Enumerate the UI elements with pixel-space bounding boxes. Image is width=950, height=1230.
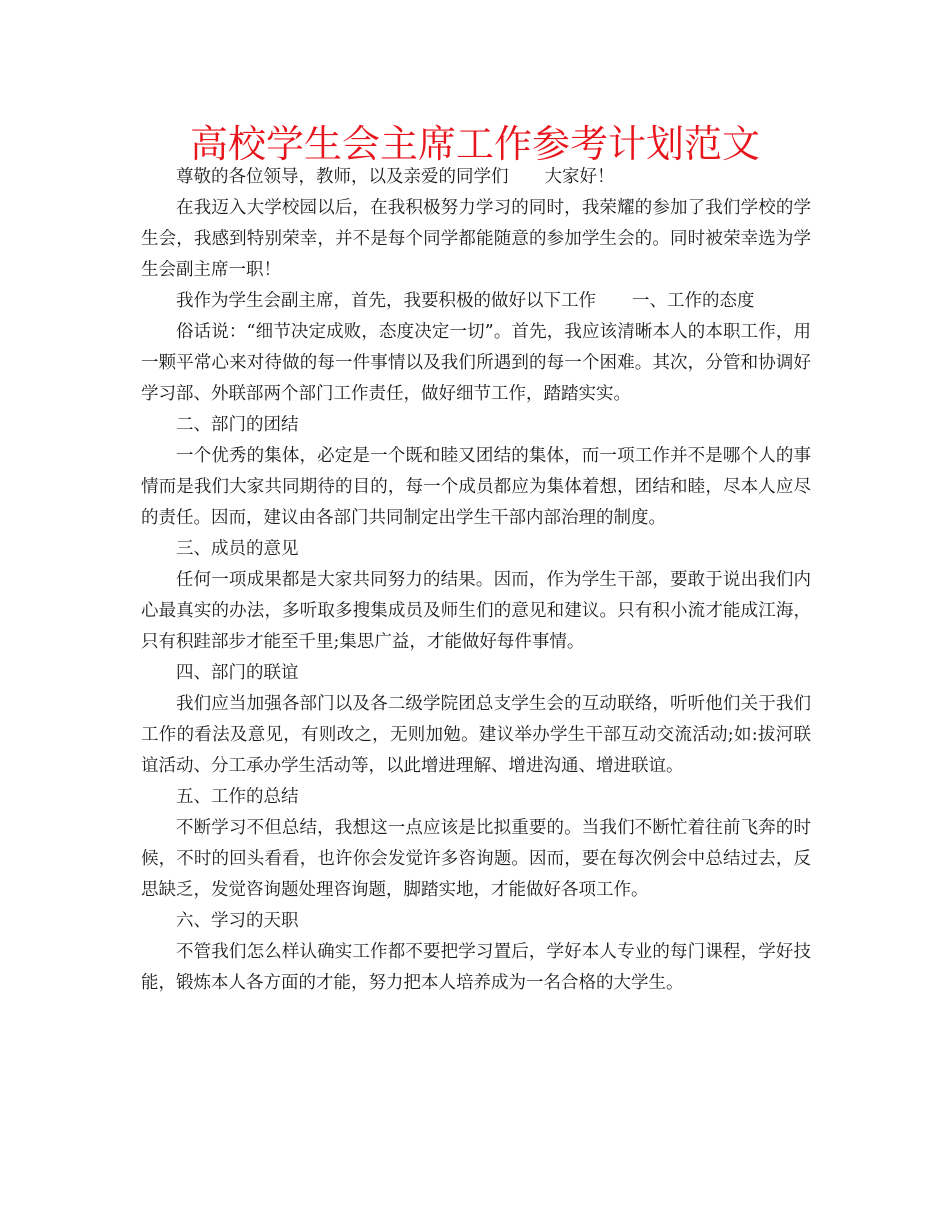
section-heading-3: 三、成员的意见 [176, 539, 299, 559]
document-title: 高校学生会主席工作参考计划范文 [189, 122, 760, 166]
unity-paragraph: 一个优秀的集体，必定是一个既和睦又团结的集体，而一项工作并不是哪个人的事情而是我们大家共同期待的目的，每一个成员都应为集体着想，团结和睦，尽本人应尽的责任。因而，建议由各部门共同制定出学生干部内部治理的制度。 [141, 446, 811, 528]
study-paragraph: 不管我们怎么样认确实工作都不要把学习置后，学好本人专业的每门课程，学好技能，锻炼本人各方面的才能，努力把本人培养成为一名合格的大学生。 [141, 942, 811, 993]
section-heading-6: 六、学习的天职 [176, 911, 299, 931]
greeting-text: 尊敬的各位领导，教师，以及亲爱的同学们 [176, 167, 509, 187]
greeting-hello: 大家好！ [544, 167, 615, 187]
section-heading-1: 一、工作的态度 [632, 291, 755, 311]
section-heading-4: 四、部门的联谊 [176, 663, 299, 683]
summary-paragraph: 不断学习不但总结，我想这一点应该是比拟重要的。当我们不断忙着往前飞奔的时候，不时的回头看看，也许你会发觉许多咨询题。因而，要在每次例会中总结过去，反思缺乏，发觉咨询题处理咨询题，脚踏实地，才能做好各项工作。 [141, 818, 811, 900]
opinions-paragraph: 任何一项成果都是大家共同努力的结果。因而，作为学生干部，要敢于说出我们内心最真实的办法，多听取多搜集成员及师生们的意见和建议。只有积小流才能成江海，只有积跬部步才能至千里;集思广益，才能做好每件事情。 [141, 570, 811, 652]
section-heading-2: 二、部门的团结 [176, 415, 299, 435]
liaison-paragraph: 我们应当加强各部门以及各二级学院团总支学生会的互动联络，听听他们关于我们工作的看法及意见，有则改之，无则加勉。建议举办学生干部互动交流活动;如:拔河联谊活动、分工承办学生活动等，以此增进理解、增进沟通、增进联谊。 [141, 694, 811, 776]
attitude-paragraph: 俗话说：“细节决定成败，态度决定一切”。首先，我应该清晰本人的本职工作，用一颗平常心来对待做的每一件事情以及我们所遇到的每一个困难。其次，分管和协调好学习部、外联部两个部门工作责任，做好细节工作，踏踏实实。 [141, 322, 811, 404]
work-intro-text: 我作为学生会副主席，首先，我要积极的做好以下工作 [176, 291, 596, 311]
document-body [141, 162, 811, 999]
intro-paragraph: 在我迈入大学校园以后，在我积极努力学习的同时，我荣耀的参加了我们学校的学生会，我感到特别荣幸，并不是每个同学都能随意的参加学生会的。同时被荣幸选为学生会副主席一职！ [141, 198, 811, 280]
section-heading-5: 五、工作的总结 [176, 787, 299, 807]
greeting-paragraph [141, 162, 811, 193]
work-intro-paragraph [141, 286, 811, 317]
